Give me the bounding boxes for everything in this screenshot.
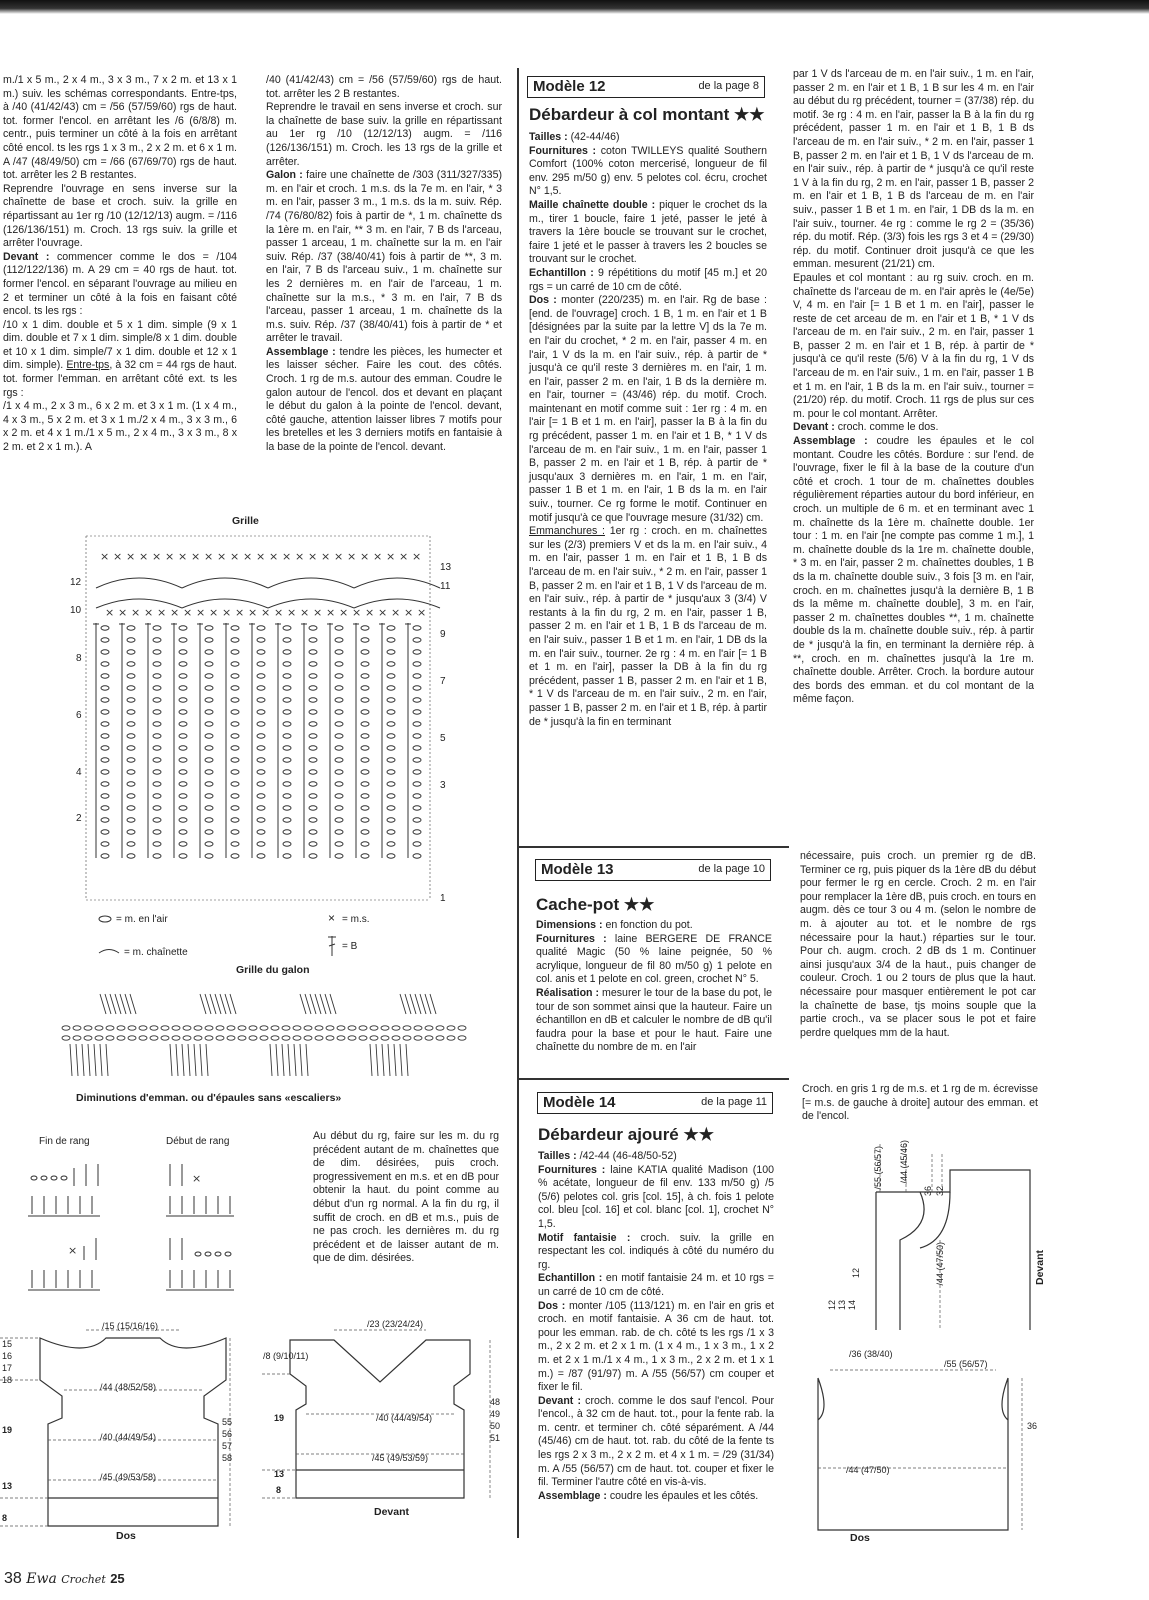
grille-row-6: 6 [76,710,82,721]
modele13-text-right: nécessaire, puis croch. un premier rg de dB. Terminer ce rg, puis piquer ds la 1ère dB du début pour fermer le rg en cercle. Croch. 2 m. en l'air pour remplacer la 1ère dB, puis croch. en tours en augm. dès ce tour 3 ou 4 m. (selon le nombre de m. à ajouter au tot. et le nombre de rgs nécessaire pour la haut.) réparties sur le tour. Pour ch. augm. croch. 2 dB ds 1 m. Continuer ainsi jusqu'aux 3/4 de la haut., puis changer de couleur. Croch. 1 ou 2 tours de plus que la haut. nécessaire pour masquer entièrement le pot car la chaînette de base, tjs moins souple que la partie croch., va se placer sous le pot et faire perdre quelques mm de la haut. [800,850,1036,1039]
svg-text:×: × [300,606,310,619]
debut-de-rang-label: Début de rang [166,1136,230,1147]
grille-title: Grille [232,515,259,527]
svg-text:×: × [334,550,344,563]
divider-modele13 [517,846,789,848]
svg-text:×: × [105,606,115,619]
svg-text:×: × [417,606,427,619]
legend-chainette-icon [98,946,120,956]
dos12-w3: /45 (49/53/58) [100,1472,157,1482]
s14d-v3: 36 [923,1186,933,1197]
grille-row-1: 1 [440,893,446,904]
svg-text:×: × [261,606,271,619]
svg-text:×: × [339,606,349,619]
modele13-header: Modèle 13 de la page 10 [535,859,771,881]
grille-row-10: 10 [70,605,82,616]
grille-row-13: 13 [440,562,452,573]
page-footer [4,1572,125,1587]
svg-text:×: × [100,550,110,563]
legend-air: = m. en l'air [116,914,168,925]
dos12-label: Dos [116,1530,136,1542]
escaliers-title: Diminutions d'emman. ou d'épaules sans «escaliers» [76,1092,342,1104]
dos12-top: /15 (15/16/16) [102,1321,159,1331]
col1-p1: m./1 x 5 m., 2 x 4 m., 3 x 3 m., 7 x 2 m. et 13 x 1 m.) suiv. les schémas correspondants. Entre-tps, à /40 (41/42/43) cm = /56 (57/59/60) rgs de haut. tot. former l'encol. en arrêtant les /6 (6/8/8) m. centr., puis terminer un côté à la fois en arrêtant côté encol. ts les rgs 1 x 3 m., 2 x 2 m. et 6 x 1 m. A /47 (48/49/50) cm = /66 (67/69/70) rgs de haut. tot. arrêter les 2 B restantes. [3,74,237,182]
dos12-r4: 58 [222,1453,233,1463]
s14d-v4: 32 [935,1186,945,1197]
modele12-header: Modèle 12 de la page 8 [527,76,765,98]
grille-row-7: 7 [440,676,446,687]
svg-text:×: × [308,550,318,563]
s14d-l2: 12 [827,1300,837,1311]
modele14-text: Tailles : /42-44 (46-48/50-52) Fournitures : laine KATIA qualité Madison (100 % acétate, longueur de fil env. 133 m/50 g) /5 (5/6) pelotes col. gris [col. 15], à ch. fois 1 pelote col. bleu [col. 16] et col. blanc [col. 1], crochet N° 1,5. Motif fantaisie : croch. suiv. la grille en respectant les col. indiqués à côté du numéro du rg. Echantillon : en motif fantaisie 24 m. et 10 rgs = un carré de 10 cm de côté. Dos : monter /105 (113/121) m. en l'air en gris et croch. en motif fantaisie. A 36 cm de haut. tot. pour les emman. rab. de ch. côté ts les rgs /1 x 3 m., 2 x 2 m. et 2 x 1 m. (1 x 4 m., 1 x 3 m., 1 x 2 m. et 2 x 1 m./1 x 4 m., 1 x 3 m., 2 x 2 m. et 1 x 1 m.) = /87 (91/97) m. A /55 (56/57) cm couper et fixer le fil. Devant : croch. comme le dos sauf l'encol. Pour l'encol., à 32 cm de haut. tot., pour la fente rab. la m. centr. et terminer ch. côté séparément. A /44 (45/46) cm de haut. tot. rab. du côté de la fente ts les rgs 2 x 3 m., 2 x 2 m. et 4 x 1 m. = /29 (31/34) m. A /55 (56/57) cm de haut. tot. couper et fixer le fil. Terminer l'autre côté en vis-à-vis. Assemblage : coudre les épaules et les côtés. [538,1150,775,1502]
galon-grid-title: Grille du galon [236,964,310,976]
divider-vertical-3 [517,1078,519,1538]
divider-modele14 [517,1078,789,1080]
modele14-text-right: Croch. en gris 1 rg de m.s. et 1 rg de m. écrevisse [= m.s. de gauche à droite] autour des emman. et de l'encol. [802,1083,1038,1123]
svg-text:×: × [373,550,383,563]
devant12-w2: /45 (49/53/59) [372,1453,429,1463]
modele14-title: Débardeur ajouré ★★ [538,1125,714,1144]
svg-text:×: × [230,550,240,563]
dos12-l5: 19 [2,1425,13,1435]
svg-text:×: × [196,606,206,619]
legend-ms-icon: × [328,911,336,925]
col4-text: par 1 V ds l'arceau de m. en l'air suiv., 1 m. en l'air, passer 2 m. en l'air et 1 B, 1 B sur les 4 m. en l'air au début du rg précédent, tourner = (37/38) rép. du motif. 3e rg : 4 m. en l'air, passer la B à la fin du rg précédent, passer 1 m. en l'air et 1 B, 1 B ds l'arceau de m. en l'air suiv., * 2 m. en l'air, passer 1 B, passer 2 m. en l'air et 1 B, 1 V ds l'arceau de m. en l'air suiv., rép. à partir de * jusqu'à ce qu'il reste 1 V à la fin du rg, 2 m. en l'air, passer 1 B, passer 2 m. en l'air et 1 B, 1 B ds l'arceau de m. en l'air suiv., passer 1 B et 1 m. en l'air, 1 DB ds la m. en l'air suiv., tourner. 4e rg : comme le rg 2 = (35/36) rép. du motif. Rép. (3/3) fois les rgs 3 et 4 = (29/30) rép. du motif. Continuer droit jusqu'à ce que les emman. mesurent (21/21) cm. Epaules et col montant : au rg suiv. croch. en m. chaînette ds l'arceau de m. en l'air après le (4e/5e) V, 4 m. en l'air [= 1 B et 1 m. en l'air], passer le reste de cet arceau de m. en l'air et 1 B, * 1 V ds l'arceau de m. en l'air suiv., 2 m. en l'air, passer 1 B, passer 2 m. en l'air et 1 B, rép. à partir de * jusqu'à ce qu'il reste (5/6) V à la fin du rg, 1 V ds l'arceau de m. en l'air suiv., 1 m. en l'air, passer 1 B et 1 m. en l'air, 1 B ds la m. en l'air suiv., tourner = (21/20) rép. du motif. Croch. 11 rgs de plus sur ces m. pour le col montant. Arrêter. Devant : croch. comme le dos. Assemblage : coudre les épaules et le col montant. Coudre les côtés. Bordure : sur l'end. de l'ouvrage, fixer le fil à la base de la couture d'un côté et croch. 1 tour de m. chaînettes doubles régulièrement réparties autour du bord inférieur, en croch. un multiple de 6 m. et en terminant avec 1 m. chaînette ds la 1ère m. chaînette double. 1er tour : 1 m. en l'air [ne compte pas comme 1 m.], 1 m. chaînette double ds la 1re m. chaînette double, * 3 m. en l'air, passer 2 m. chaînettes doubles, 1 B ds la m. chaînette double suiv., 3 fois [3 m. en l'air, croch. en m. chaînettes jusqu'à la dernière B, 1 B ds la même m. chaînette double], 3 m. en l'air, passer 2 m. chaînettes doubles **, 1 m. chaînette double ds la m. chaînette double suiv., rép. à partir de * jusqu'à la fin, en terminant la dernière rép. à **, croch. en m. chaînettes jusqu'à la 1re m. chaînette double. Arrêter. Croch. la bordure autour des bords des emman. et du col montant de la même façon. [793,68,1035,706]
devant12-r2: 49 [490,1409,501,1419]
grille-row-5: 5 [440,733,446,744]
grille-row-4: 4 [76,767,82,778]
dos12-l4: 18 [2,1375,13,1385]
devant-label: Devant : [3,250,50,263]
svg-text:×: × [118,606,128,619]
svg-text:×: × [378,606,388,619]
dos12-l1: 15 [2,1339,13,1349]
svg-text:×: × [412,550,422,563]
svg-text:×: × [391,606,401,619]
brand-sub: Crochet [61,1573,106,1586]
svg-text:×: × [152,550,162,563]
svg-text:×: × [386,550,396,563]
svg-text:×: × [222,606,232,619]
s14dos-label: Dos [850,1532,870,1544]
svg-text:×: × [399,550,409,563]
devant12-top: /23 (23/24/24) [367,1319,424,1329]
legend-b: = B [342,941,358,952]
s14dos-w: /44 (47/50) [846,1465,890,1475]
svg-text:×: × [326,606,336,619]
dos12-l3: 17 [2,1363,13,1373]
galon-chart [60,980,480,1090]
legend-air-icon [97,914,113,924]
svg-text:×: × [295,550,305,563]
dos12-r2: 56 [222,1429,233,1439]
devant12-r3: 50 [490,1421,501,1431]
svg-text:×: × [217,550,227,563]
svg-text:×: × [113,550,123,563]
modele13-title: Cache-pot ★★ [536,895,655,914]
col1-p2: Reprendre l'ouvrage en sens inverse sur la chaînette de base et croch. suiv. la grille en répartissant au 1er rg /10 (12/12/13) augm. = /116 (126/136/151) m. Croch. 13 rgs suiv. la grille et arrêter l'ouvrage. [3,182,237,250]
dos12-w1: /44 (48/52/58) [100,1382,157,1392]
divider-vertical-1 [517,68,519,846]
col1-devant2: /10 x 1 dim. double et 5 x 1 dim. simple (9 x 1 dim. double et 7 x 1 dim. simple/8 x 1 dim. double et 10 x 1 dim. simple/7 x 1 dim. double et 12 x 1 dim. simple). Entre-tps, à 32 cm = 44 rgs de haut. tot. former l'emman. en arrêtant côté ext. ts les rgs : [3,318,237,399]
devant12-l2: 13 [274,1469,285,1479]
legend-chainette: = m. chaînette [124,947,188,958]
devant12-left-top: /8 (9/10/11) [263,1351,309,1361]
svg-text:×: × [183,606,193,619]
legend-b-icon [327,934,337,958]
s14d-l4: 14 [847,1300,857,1311]
fin-de-rang-label: Fin de rang [39,1136,90,1147]
legend-ms: = m.s. [342,914,370,925]
svg-text:×: × [204,550,214,563]
s14d-l1: 12 [851,1268,861,1279]
devant12-r1: 48 [490,1397,501,1407]
schema14-dos [800,1360,1040,1540]
divider-vertical-2 [517,846,519,1082]
svg-text:×: × [248,606,258,619]
svg-text:×: × [235,606,245,619]
svg-text:×: × [144,606,154,619]
col1-devant: Devant : commencer comme le dos = /104 (112/122/136) m. A 29 cm = 40 rgs de haut. tot. former l'encol. en séparant l'ouvrage au milieu en 2 et terminer un côté à la fois en faisant côté encol. ts les rgs : [3,250,237,318]
col2-galon: Galon : faire une chaînette de /303 (311/327/335) m. en l'air et croch. 1 m.s. ds la 7e m. en l'air, * 3 m. en l'air, passer 3 m., 1 m.s. ds la m. suiv. Rép. /74 (76/80/82) fois à partir de *, 1 m. chaînette ds la 1ère m. en l'air, ** 3 m. en l'air, 7 B ds l'arceau, passer 1 arceau, 1 m. chaînette sur la m. en l'air suiv. Rép. /37 (38/40/41) fois à partir de **, 3 m. en l'air, 7 B ds l'arceau suiv., 1 m. chaînette sur les 2 dernières m. en l'air de l'arceau, 1 m. chaînette sur la m.s., * 3 m. en l'air, 7 B ds l'arceau, passer 1 arceau, 1 m. chaînette ds la m.s. suiv. Rép. /37 (38/40/41) fois à partir de * et arrêter le travail. [266,169,502,345]
escaliers-chart [28,1158,258,1298]
col1-text [3,74,237,455]
grille-row-9: 9 [440,629,446,640]
modele13-text: Dimensions : en fonction du pot. Fournitures : laine BERGERE DE FRANCE qualité Magic (50 % laine peignée, 50 % acrylique, longueur de fil 80 m/50 g) 1 pelote en col. anis et 1 pelote en col. green, crochet N° 5. Réalisation : mesurer le tour de la base du pot, le tour de son sommet ainsi que la hauteur. Faire un échantillon en dB et calculer le nombre de dB qu'il faudra pour la base et pour le haut. Faire une chaînette du nombre de m. en l'air [536,919,773,1054]
svg-text:×: × [365,606,375,619]
svg-text:×: × [404,606,414,619]
devant12-w1: /40 (44/49/54) [376,1413,433,1423]
svg-text:×: × [313,606,323,619]
grille-row-2: 2 [76,813,82,824]
svg-text:×: × [209,606,219,619]
dos12-l6: 13 [2,1481,13,1491]
col2-text [266,74,502,455]
issue-number: 25 [110,1571,125,1586]
s14d-v1: /55 (56/57) [873,1146,883,1190]
svg-text:×: × [165,550,175,563]
svg-text:×: × [68,1244,78,1257]
top-edge-band [0,0,1149,14]
escaliers-text: Au début du rg, faire sur les m. du rg précédent autant de m. chaînettes que de dim. désirées, puis croch. progressivement en m.s. et en dB pour obtenir la haut. du point comme au début d'un rg normal. A la fin du rg, il suffit de croch. en dB et m.s., puis de ne pas croch. les dernières m. du rg précédent et de laisser autant de m. que de dim. désirées. [313,1130,499,1265]
grille-row-12: 12 [70,577,82,588]
grille-row-11: 11 [440,581,451,592]
devant12-l1: 19 [274,1413,285,1423]
modele12-text: Tailles : (42-44/46) Fournitures : coton TWILLEYS qualité Southern Comfort (100% coton mercerisé, longueur de fil env. 295 m/50 g) env. 5 pelotes col. écru, crochet N° 1,5. Maille chaînette double : piquer le crochet ds la m., tirer 1 boucle, faire 1 jeté, passer le jeté à travers la 1ère boucle se trouvant sur le crochet, faire 1 jeté et le passer à travers les 2 boucles se trouvant sur le crochet. Echantillon : 9 répétitions du motif [45 m.] et 20 rgs = un carré de 10 cm de côté. Dos : monter (220/235) m. en l'air. Rg de base : [end. de l'ouvrage] croch. 1 B, 1 m. en l'air et 1 B [désignées par la suite par la lettre V] ds la 7e m. en l'air du crochet, * 2 m. en l'air, passer 4 m. en l'air, 1 V ds la m. en l'air suiv., rép. à partir de * jusqu'à ce qu'il reste 3 dernières m. en l'air, 1 m. en l'air, passer 2 m. en l'air, 1 B ds la dernière m. en l'air, tourner = (43/46) rép. du motif. Croch. maintenant en motif comme suit : 1er rg : 4 m. en l'air [= 1 B et 1 m. en l'air], passer la B à la fin du rg précédent, passer 1 m. en l'air et 1 B, * 1 V ds l'arceau de m. en l'air suiv., 1 m. en l'air, passer 1 B, passer 2 m. en l'air et 1 B, rép. à partir de * jusqu'aux 3 dernières m. en l'air, 1 m. en l'air, passer 1 B et 1 m. en l'air, 1 B ds la m. en l'air suiv., tourner. Ce rg forme le motif. Continuer en motif jusqu'à ce que l'ouvrage mesure (31/32) cm. Emmanchures : 1er rg : croch. en m. chaînettes sur les (2/3) premiers V et ds la m. en l'air suiv., 4 m. en l'air, passer 1 m. en l'air et 1 B, 1 B ds l'arceau de m. en l'air suiv., * 2 m. en l'air, passer 1 B, passer 2 m. en l'air et 1 B, 1 V ds l'arceau de m. en l'air suiv., rép. à partir de * jusqu'aux 3 (3/4) V restants à la fin du rg, 2 m. en l'air, passer 1 B, passer 2 m. en l'air et 1 B, 1 B ds l'arceau de m. en l'air suiv., passer 1 B et 1 m. en l'air, 1 DB ds la m. en l'air suiv., tourner. 2e rg : 4 m. en l'air [= 1 B et 1 m. en l'air], passer la DB à la fin du rg précédent, passer 1 B, passer 2 m. en l'air et 1 B, * 1 V ds l'arceau de m. en l'air suiv., 2 m. en l'air, passer 1 B, passer 2 m. en l'air et 1 B, rép. à partir de * jusqu'à la fin en terminant [529,131,768,728]
svg-text:×: × [131,606,141,619]
col2-p1: /40 (41/42/43) cm = /56 (57/59/60) rgs de haut. tot. arrêter les 2 B restantes. [266,74,502,100]
svg-text:×: × [191,550,201,563]
svg-text:×: × [321,550,331,563]
devant12-label: Devant [374,1506,410,1518]
s14dos-h: 36 [1027,1421,1038,1431]
s14dos-side: /55 (56/57) [944,1359,988,1369]
svg-text:×: × [269,550,279,563]
svg-text:×: × [282,550,292,563]
dos12-r3: 57 [222,1441,233,1451]
col2-p2: Reprendre le travail en sens inverse et croch. sur la chaînette de base suiv. la grille en répartissant au 1er rg /10 (12/12/13) augm. = /116 (126/136/151) m. Croch. les 13 rgs de la grille et arrêter. [266,101,502,168]
col1-devant4: /1 x 4 m., 2 x 3 m., 6 x 2 m. et 3 x 1 m. (1 x 4 m., 4 x 3 m., 5 x 2 m. et 3 x 1 m./2 x 4 m., 3 x 3 m., 6 x 2 m. et 4 x 1 m./1 x 5 m., 2 x 4 m., 3 x 3 m., 8 x 2 m. et 2 x 1 m.). A [3,400,237,454]
grille-row-3: 3 [440,780,446,791]
svg-text:×: × [126,550,136,563]
svg-text:×: × [352,606,362,619]
page-number: 38 [4,1570,22,1587]
s14d-l3: 13 [837,1300,847,1311]
svg-text:×: × [256,550,266,563]
svg-text:×: × [178,550,188,563]
svg-text:×: × [360,550,370,563]
brand-logo: Ewa [26,1571,57,1587]
modele14-header: Modèle 14 de la page 11 [537,1092,773,1114]
svg-text:×: × [192,1172,202,1185]
svg-text:×: × [139,550,149,563]
svg-text:×: × [347,550,357,563]
s14d-v2: /44 (45/46) [899,1140,909,1184]
devant12-l3: 8 [276,1485,282,1495]
grille-row-8: 8 [76,653,82,664]
s14dos-top: /36 (38/40) [849,1349,893,1359]
dos12-r1: 55 [222,1417,233,1427]
dos12-w2: /40 (44/49/54) [100,1432,157,1442]
s14d-label: Devant [1034,1250,1046,1286]
col2-assemblage: Assemblage : tendre les pièces, les humecter et les laisser sécher. Faire les cout. des côtés. Croch. 1 rg de m.s. autour des emman. Coudre le galon autour de l'encol. dos et devant en plaçant le début du galon à la pointe de l'encol. devant, côté gauche, attention laisser libres 7 motifs pour les bretelles et les 3 derniers motifs en fantaisie à la base de la pointe de l'encol. devant. [266,345,502,454]
devant12-r4: 51 [490,1433,501,1443]
modele12-title: Débardeur à col montant ★★ [529,105,765,124]
svg-text:×: × [287,606,297,619]
svg-text:×: × [170,606,180,619]
s14d-w: /44 (47/50) [935,1242,945,1286]
svg-text:×: × [243,550,253,563]
svg-text:×: × [274,606,284,619]
dos12-l7: 8 [2,1513,8,1523]
dos12-l2: 16 [2,1351,13,1361]
svg-text:×: × [157,606,167,619]
